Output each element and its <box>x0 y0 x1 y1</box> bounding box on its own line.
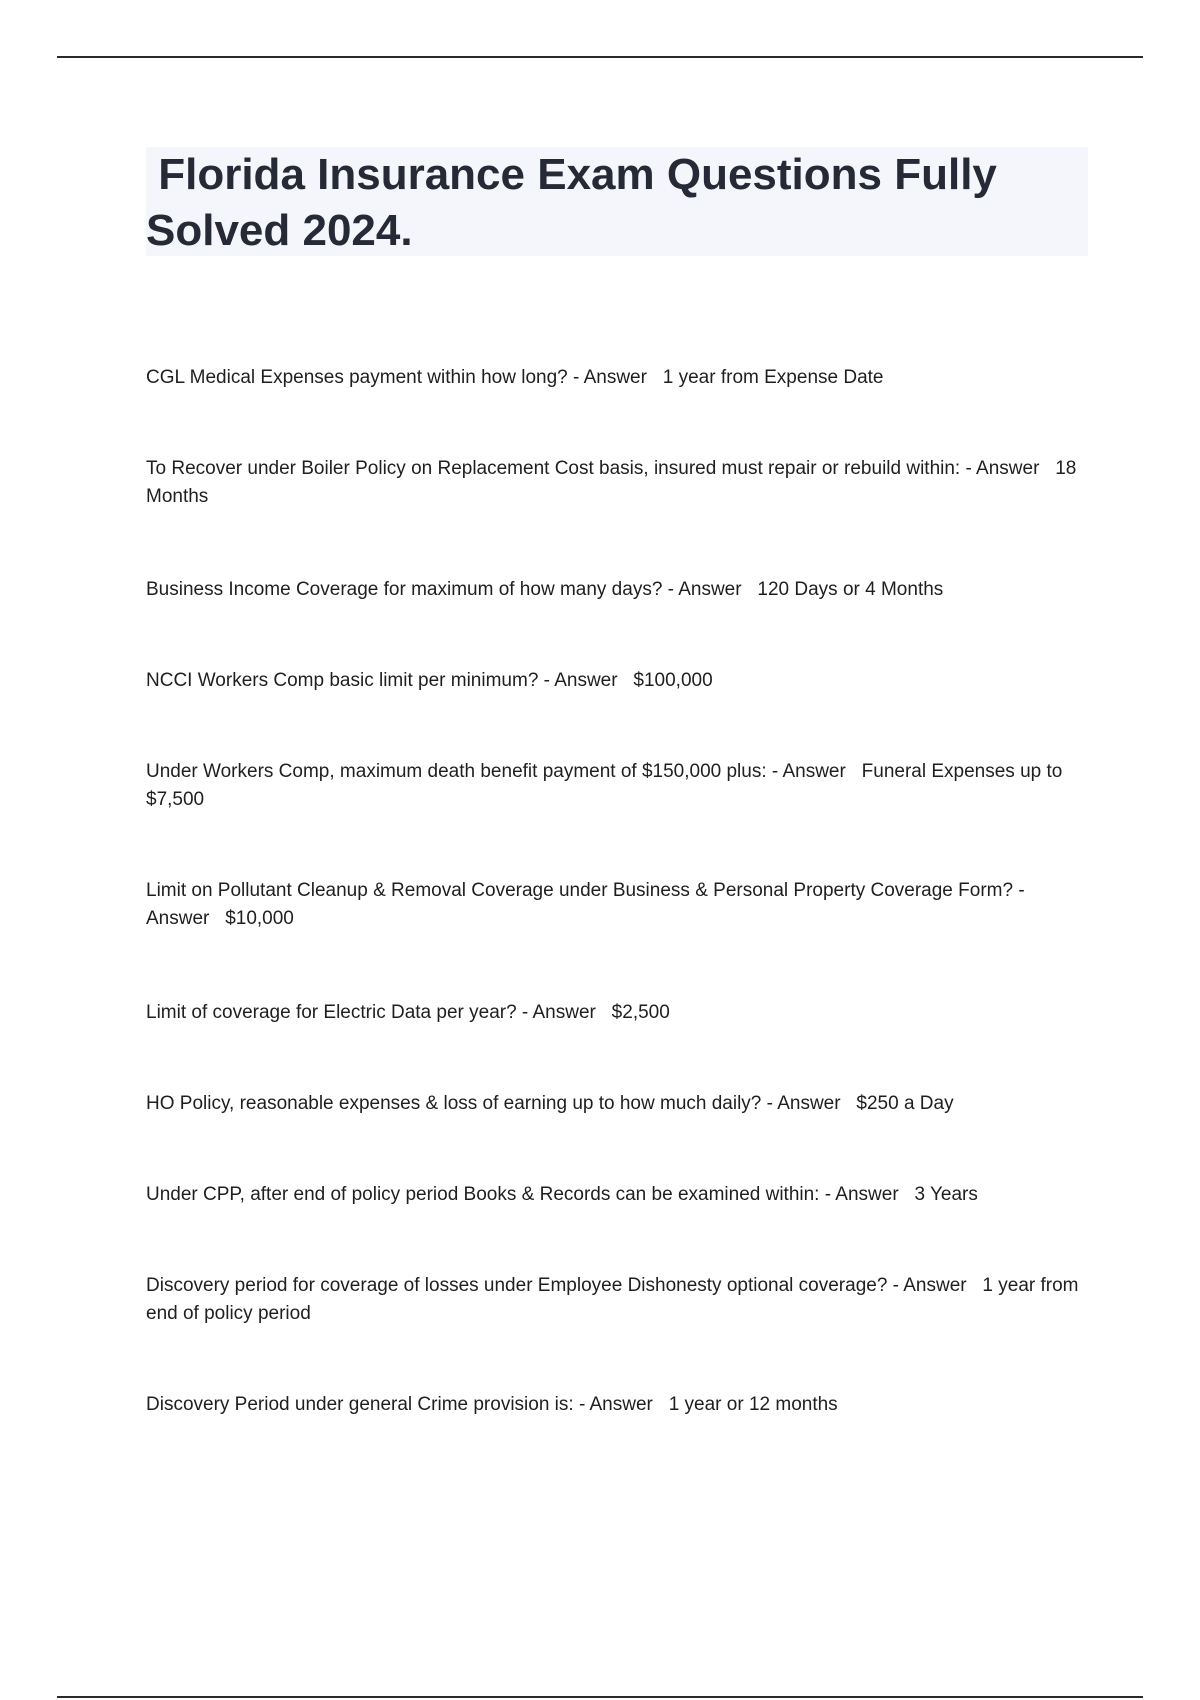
qa-item-3: Business Income Coverage for maximum of how many days? - Answer 120 Days or 4 Months <box>146 579 944 600</box>
qa-item-9: Under CPP, after end of policy period Books & Records can be examined within: - Answer 3 Years <box>146 1184 978 1205</box>
top-rule <box>57 56 1143 58</box>
document-title: Florida Insurance Exam Questions Fully Solved 2024. <box>146 150 1010 255</box>
qa-item-1: CGL Medical Expenses payment within how long? - Answer 1 year from Expense Date <box>146 367 884 388</box>
qa-item-2: To Recover under Boiler Policy on Replacement Cost basis, insured must repair or rebuild within: - Answer 18 Months <box>146 458 1082 507</box>
bottom-rule <box>57 1696 1143 1698</box>
qa-item-11: Discovery Period under general Crime provision is: - Answer 1 year or 12 months <box>146 1394 838 1415</box>
qa-item-10: Discovery period for coverage of losses under Employee Dishonesty optional coverage? - Answer 1 year from end of policy period <box>146 1275 1084 1324</box>
qa-item-5: Under Workers Comp, maximum death benefit payment of $150,000 plus: - Answer Funeral Expenses up to $7,500 <box>146 761 1068 810</box>
qa-item-7: Limit of coverage for Electric Data per year? - Answer $2,500 <box>146 1002 670 1023</box>
title-block <box>146 147 1088 256</box>
qa-item-6: Limit on Pollutant Cleanup & Removal Coverage under Business & Personal Property Coverage Form? - Answer $10,000 <box>146 880 1029 929</box>
qa-item-8: HO Policy, reasonable expenses & loss of earning up to how much daily? - Answer $250 a Day <box>146 1093 954 1114</box>
qa-item-4: NCCI Workers Comp basic limit per minimum? - Answer $100,000 <box>146 670 713 691</box>
